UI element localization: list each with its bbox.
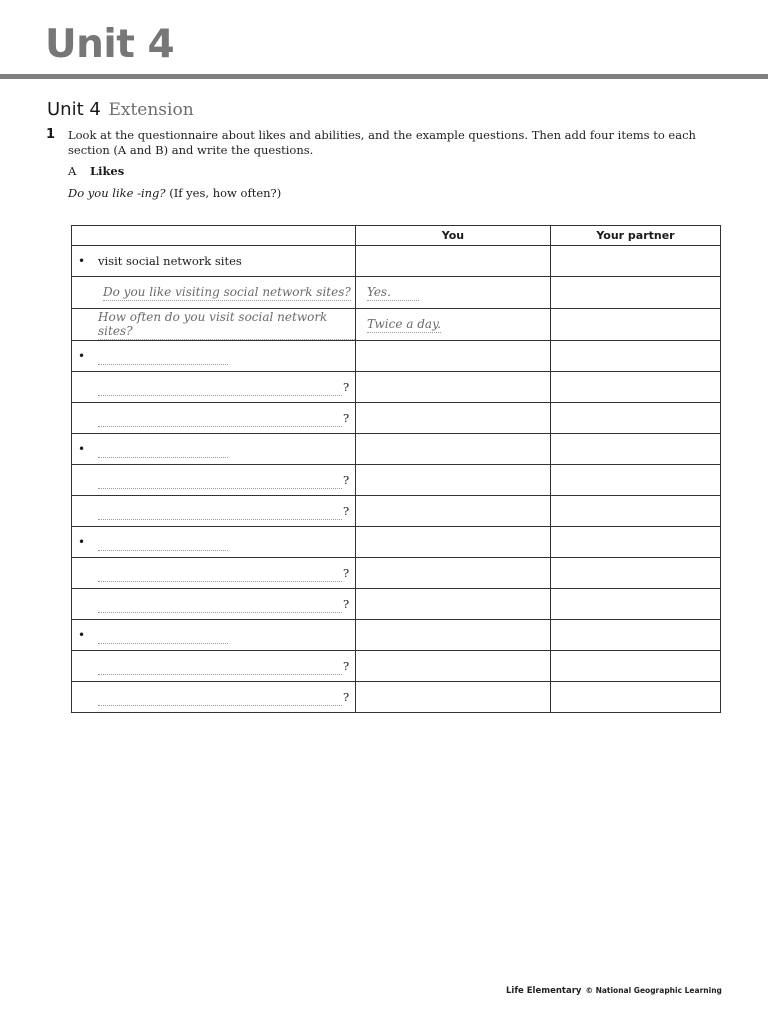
exercise-number: 1 [46,127,56,142]
header-you: You [355,226,550,246]
question-mark: ? [343,504,350,518]
item-write-line[interactable] [98,540,228,551]
subsection-heading [68,164,124,178]
table-row-example-q2 [72,309,721,341]
item-write-line[interactable] [98,633,228,644]
table-row-example-item [72,246,721,277]
bullet: • [78,254,86,268]
partner-cell[interactable] [550,496,720,527]
subsection-title: Likes [90,164,125,178]
partner-cell[interactable] [550,277,720,309]
question-write-line[interactable] [98,664,342,675]
you-cell[interactable] [355,246,550,277]
table-row-question [72,589,721,620]
partner-cell[interactable] [550,527,720,558]
example-question-plain: (If yes, how often?) [165,186,282,200]
partner-cell[interactable] [550,434,720,465]
question-write-line[interactable] [98,695,342,706]
bullet: • [78,442,86,456]
example-question-1: Do you like visiting social network sites? [103,284,351,299]
table-row-question [72,682,721,713]
header-partner: Your partner [550,226,720,246]
partner-cell[interactable] [550,589,720,620]
table-row-question [72,465,721,496]
example-question-italic: Do you like -ing? [68,186,166,200]
partner-cell[interactable] [550,246,720,277]
question-write-line[interactable] [98,602,342,613]
subsection-letter: A [68,164,77,178]
question-write-line[interactable] [98,509,342,520]
table-row-item [72,527,721,558]
partner-cell[interactable] [550,620,720,651]
table-row-example-q1 [72,277,721,309]
you-cell[interactable] [355,682,550,713]
question-mark: ? [343,473,350,487]
footer [506,986,722,996]
you-cell[interactable] [355,651,550,682]
question-write-line[interactable] [98,478,342,489]
table-row-question [72,403,721,434]
question-write-line[interactable] [98,416,342,427]
partner-cell[interactable] [550,651,720,682]
partner-cell[interactable] [550,558,720,589]
question-mark: ? [343,597,350,611]
footer-copyright: © National Geographic Learning [585,986,722,995]
section-name: Extension [108,100,194,120]
partner-cell[interactable] [550,682,720,713]
you-cell[interactable] [355,434,550,465]
bullet: • [78,628,86,642]
partner-cell[interactable] [550,341,720,372]
question-mark: ? [343,380,350,394]
section-unit: Unit 4 [47,99,101,120]
question-mark: ? [343,411,350,425]
question-mark: ? [343,690,350,704]
example-question-2: How often do you visit social network sites? [98,310,355,340]
item-write-line[interactable] [98,447,228,458]
example-question [68,186,281,200]
header-blank [72,226,356,246]
example-answer-2: Twice a day. [366,316,442,331]
table-row-item [72,620,721,651]
partner-cell[interactable] [550,372,720,403]
you-cell[interactable] [355,372,550,403]
bullet: • [78,349,86,363]
question-mark: ? [343,659,350,673]
table-row-item [72,341,721,372]
you-cell[interactable] [355,403,550,434]
section-heading [47,93,194,121]
item-write-line[interactable] [98,354,228,365]
question-write-line[interactable] [98,385,342,396]
you-cell[interactable] [355,589,550,620]
you-cell[interactable] [355,558,550,589]
table-header-row [72,226,721,246]
you-cell[interactable] [355,527,550,558]
partner-cell[interactable] [550,403,720,434]
example-item-text: visit social network sites [98,254,242,268]
question-write-line[interactable] [98,571,342,582]
table-row-question [72,558,721,589]
partner-cell[interactable] [550,309,720,341]
header-rule [0,74,768,79]
you-cell[interactable] [355,496,550,527]
partner-cell[interactable] [550,465,720,496]
question-mark: ? [343,566,350,580]
table-row-question [72,651,721,682]
example-answer-1: Yes. [367,285,419,301]
questionnaire-table [71,225,721,713]
table-row-item [72,434,721,465]
exercise-instruction: Look at the questionnaire about likes and abilities, and the example questions. Then add four items to each section (A and B) and write the questions. [68,128,696,157]
you-cell[interactable] [355,620,550,651]
footer-book: Life Elementary [506,986,582,996]
bullet: • [78,535,86,549]
table-row-question [72,496,721,527]
you-cell[interactable] [355,465,550,496]
table-row-question [72,372,721,403]
you-cell[interactable] [355,341,550,372]
unit-title: Unit 4 [45,22,175,67]
